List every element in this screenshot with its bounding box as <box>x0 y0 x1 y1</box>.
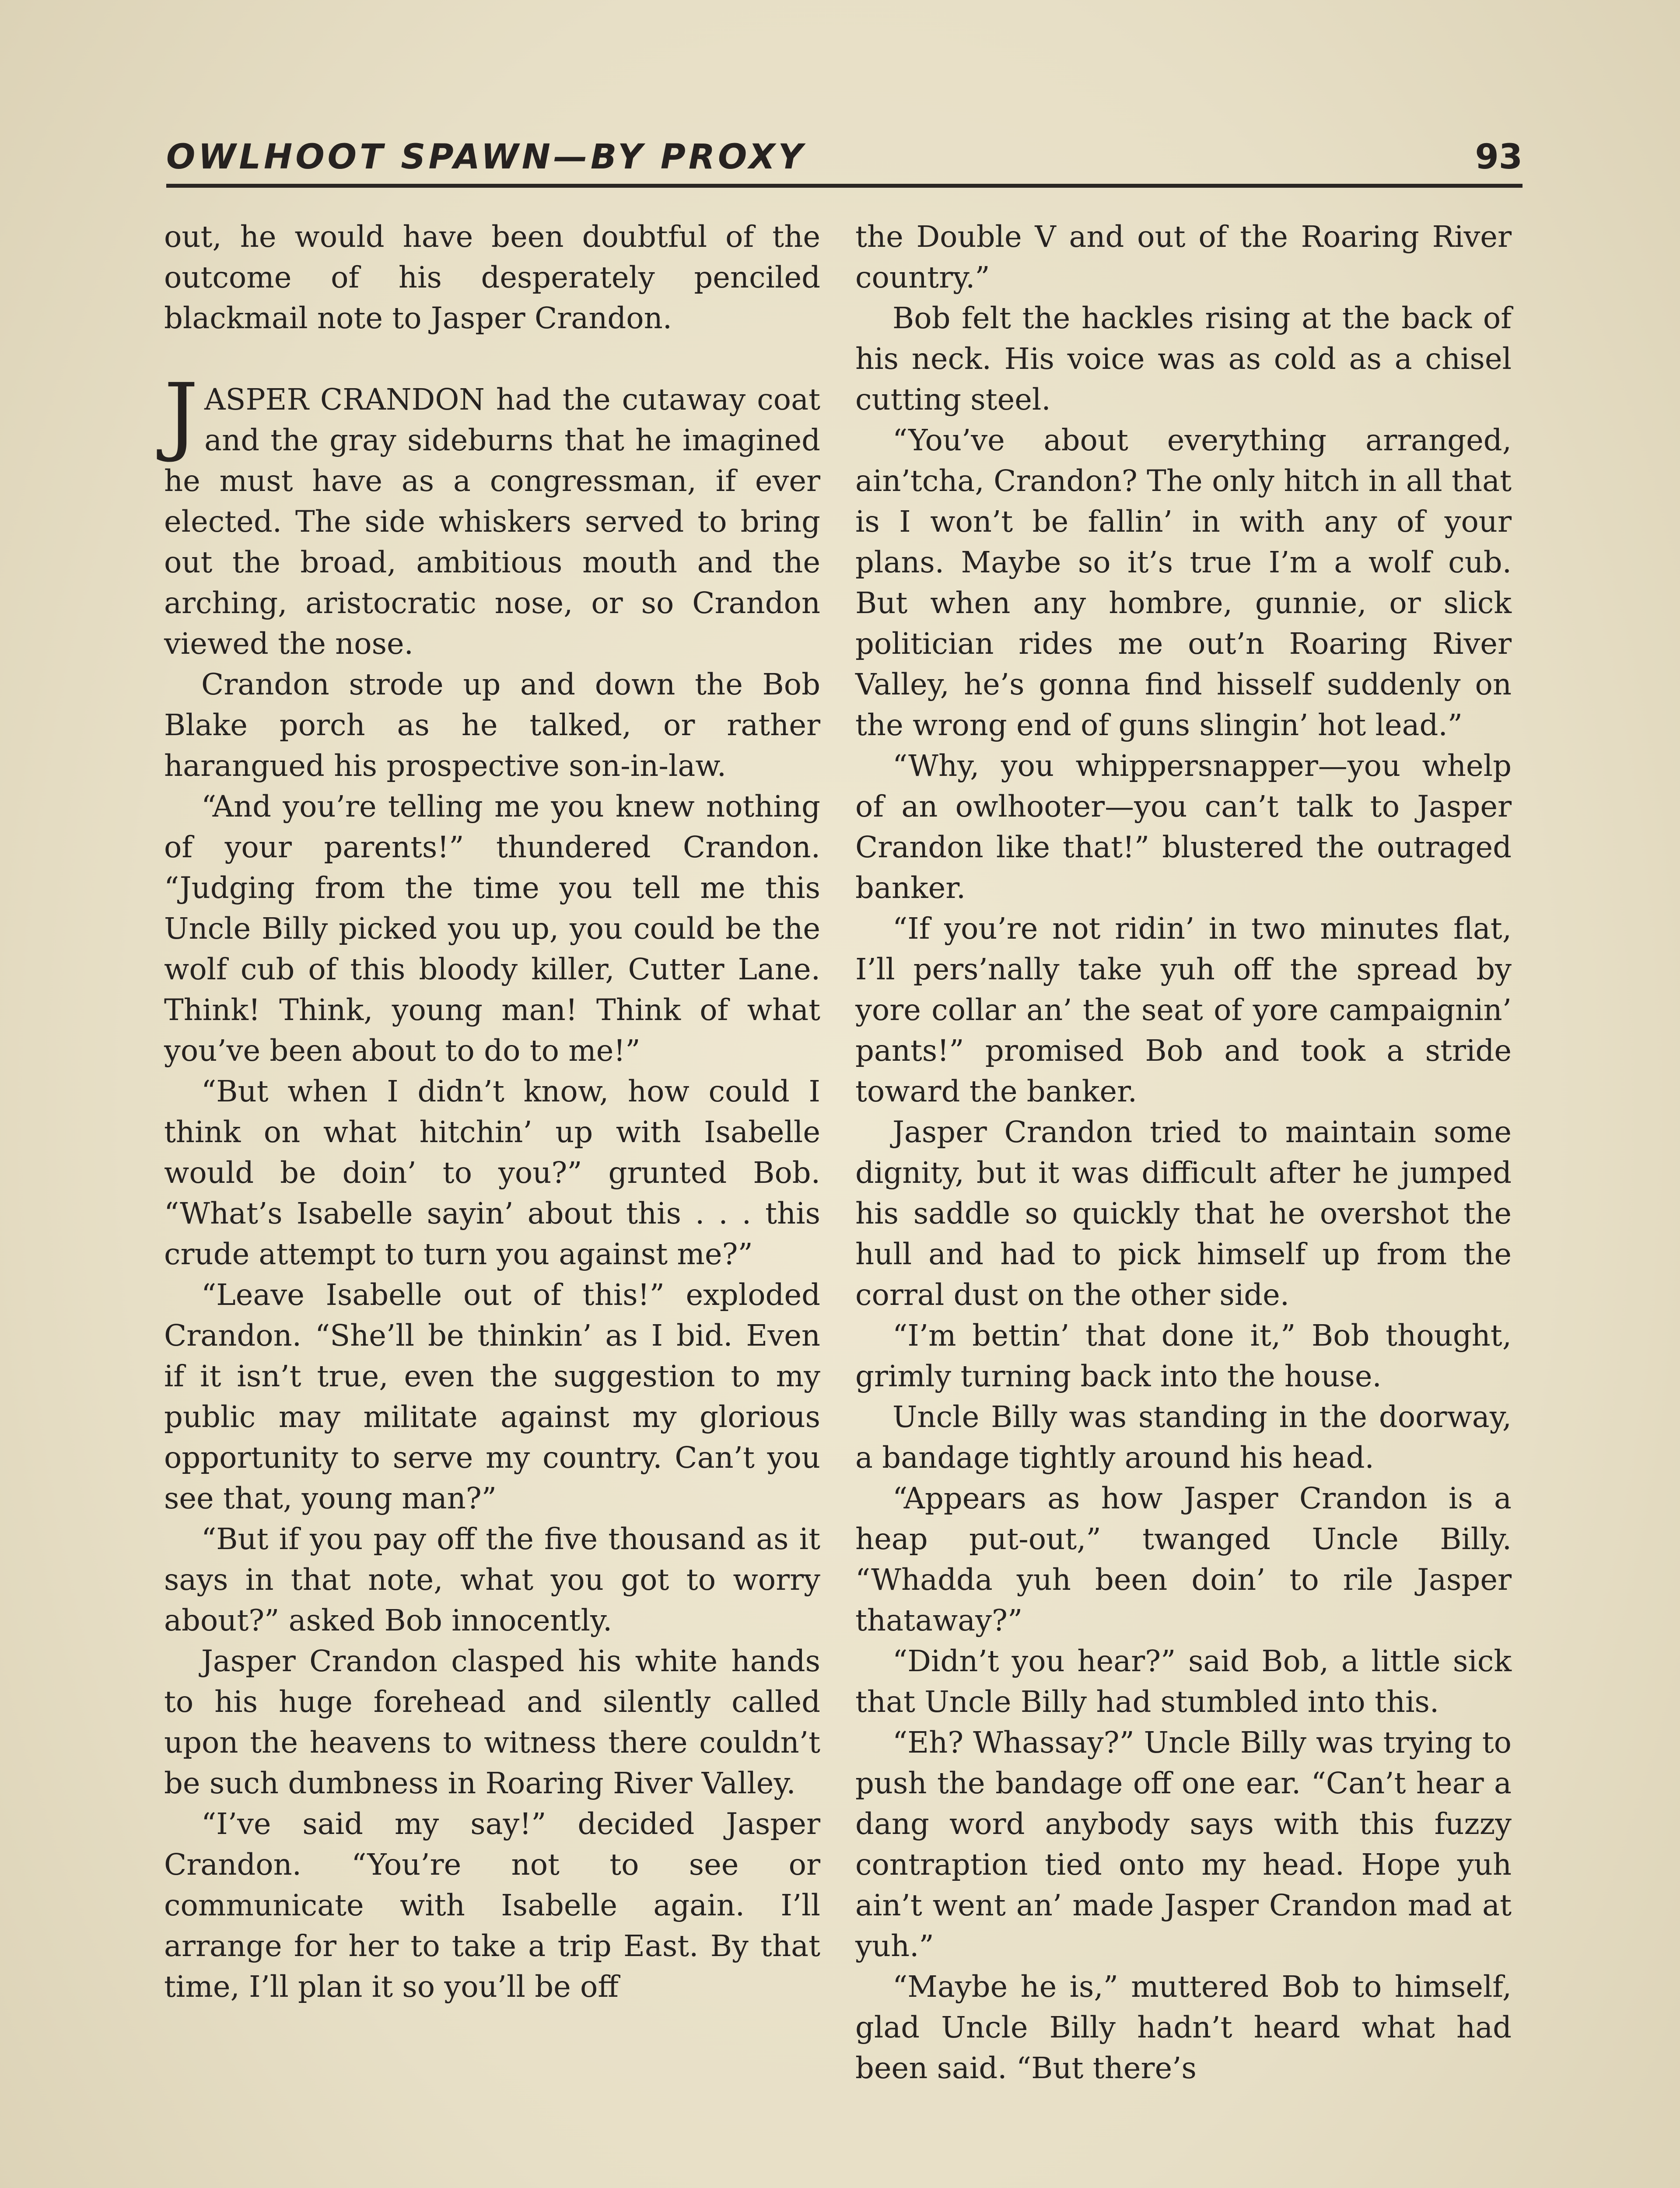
paragraph: “I’m bettin’ that done it,” Bob thought, grimly turning back into the house. <box>855 1318 1512 1393</box>
paragraph: “I’ve said my say!” decided Jasper Crandon. “You’re not to see or communicate with Isabelle again. I’ll arrange for her to take a trip East. By that time, I’ll plan it so you’ll be off <box>164 1807 820 2004</box>
paragraph: “But when I didn’t know, how could I think on what hitchin’ up with Isabelle would be doin’ to you?” grunted Bob. “What’s Isabelle sayin’ about this . . . this crude attempt to turn you against me?” <box>164 1074 820 1271</box>
section-opening-paragraph <box>164 365 820 664</box>
left-column <box>164 217 820 2007</box>
page-number: 93 <box>1475 137 1522 177</box>
section-text: had the cutaway coat and the gray sideburns that he imagined he must have as a congressman, if ever elected. The side whiskers served to bring out the broad, ambitious mouth and the arching, aristocratic nose, or so Crandon viewed the nose. <box>164 382 820 661</box>
paragraph: “If you’re not ridin’ in two minutes flat, I’ll pers’nally take yuh off the spread by yore collar an’ the seat of yore campaignin’ pants!” promised Bob and took a stride toward the banker. <box>855 912 1512 1108</box>
paragraph: “And you’re telling me you knew nothing of your parents!” thundered Crandon. “Judging from the time you tell me this Uncle Billy picked you up, you could be the wolf cub of this bloody killer, Cutter Lane. Think! Think, young man! Think of what you’ve been about to do to me!” <box>164 789 820 1068</box>
paragraph: “Maybe he is,” muttered Bob to himself, glad Uncle Billy hadn’t heard what had been said. “But there’s <box>855 1970 1512 2085</box>
paragraph: “Eh? Whassay?” Uncle Billy was trying to push the bandage off one ear. “Can’t hear a dang word anybody says with this fuzzy contraption tied onto my head. Hope yuh ain’t went an’ made Jasper Crandon mad at yuh.” <box>855 1725 1512 1963</box>
paragraph: “Didn’t you hear?” said Bob, a little sick that Uncle Billy had stumbled into this. <box>855 1644 1512 1719</box>
paragraph: “But if you pay off the five thousand as it says in that note, what you got to worry about?” asked Bob innocently. <box>164 1522 820 1637</box>
drop-cap: J <box>164 365 199 464</box>
small-caps-lead: ASPER CRANDON <box>204 382 485 417</box>
running-title: OWLHOOT SPAWN—BY PROXY <box>166 137 806 177</box>
paragraph: “Why, you whippersnapper—you whelp of an owlhooter—you can’t talk to Jasper Crandon like that!” blustered the outraged banker. <box>855 749 1512 905</box>
paragraph: Bob felt the hackles rising at the back of his neck. His voice was as cold as a chisel cutting steel. <box>855 301 1512 417</box>
paragraph: the Double V and out of the Roaring River country.” <box>855 220 1512 295</box>
paragraph: “Appears as how Jasper Crandon is a heap put-out,” twanged Uncle Billy. “Whadda yuh been doin’ to rile Jasper thataway?” <box>855 1481 1512 1637</box>
page-header <box>166 127 1522 188</box>
paragraph: “Leave Isabelle out of this!” exploded Crandon. “She’ll be thinkin’ as I bid. Even if it isn’t true, even the suggestion to my public may militate against my glorious opportunity to serve my country. Can’t you see that, young man?” <box>164 1278 820 1515</box>
right-column <box>855 217 1512 2089</box>
paragraph: Jasper Crandon clasped his white hands to his huge forehead and silently called upon the heavens to witness there couldn’t be such dumbness in Roaring River Valley. <box>164 1644 820 1800</box>
paragraph: “You’ve about everything arranged, ain’tcha, Crandon? The only hitch in all that is I won’t be fallin’ in with any of your plans. Maybe so it’s true I’m a wolf cub. But when any hombre, gunnie, or slick politician rides me out’n Roaring River Valley, he’s gonna find hisself suddenly on the wrong end of guns slingin’ hot lead.” <box>855 423 1512 742</box>
paragraph: Uncle Billy was standing in the doorway, a bandage tightly around his head. <box>855 1400 1512 1475</box>
paragraph: Crandon strode up and down the Bob Blake porch as he talked, or rather harangued his prospective son-in-law. <box>164 667 820 783</box>
paragraph: out, he would have been doubtful of the outcome of his desperately penciled blackmail note to Jasper Crandon. <box>164 220 820 335</box>
paragraph: Jasper Crandon tried to maintain some dignity, but it was difficult after he jumped his saddle so quickly that he overshot the hull and had to pick himself up from the corral dust on the other side. <box>855 1115 1512 1312</box>
